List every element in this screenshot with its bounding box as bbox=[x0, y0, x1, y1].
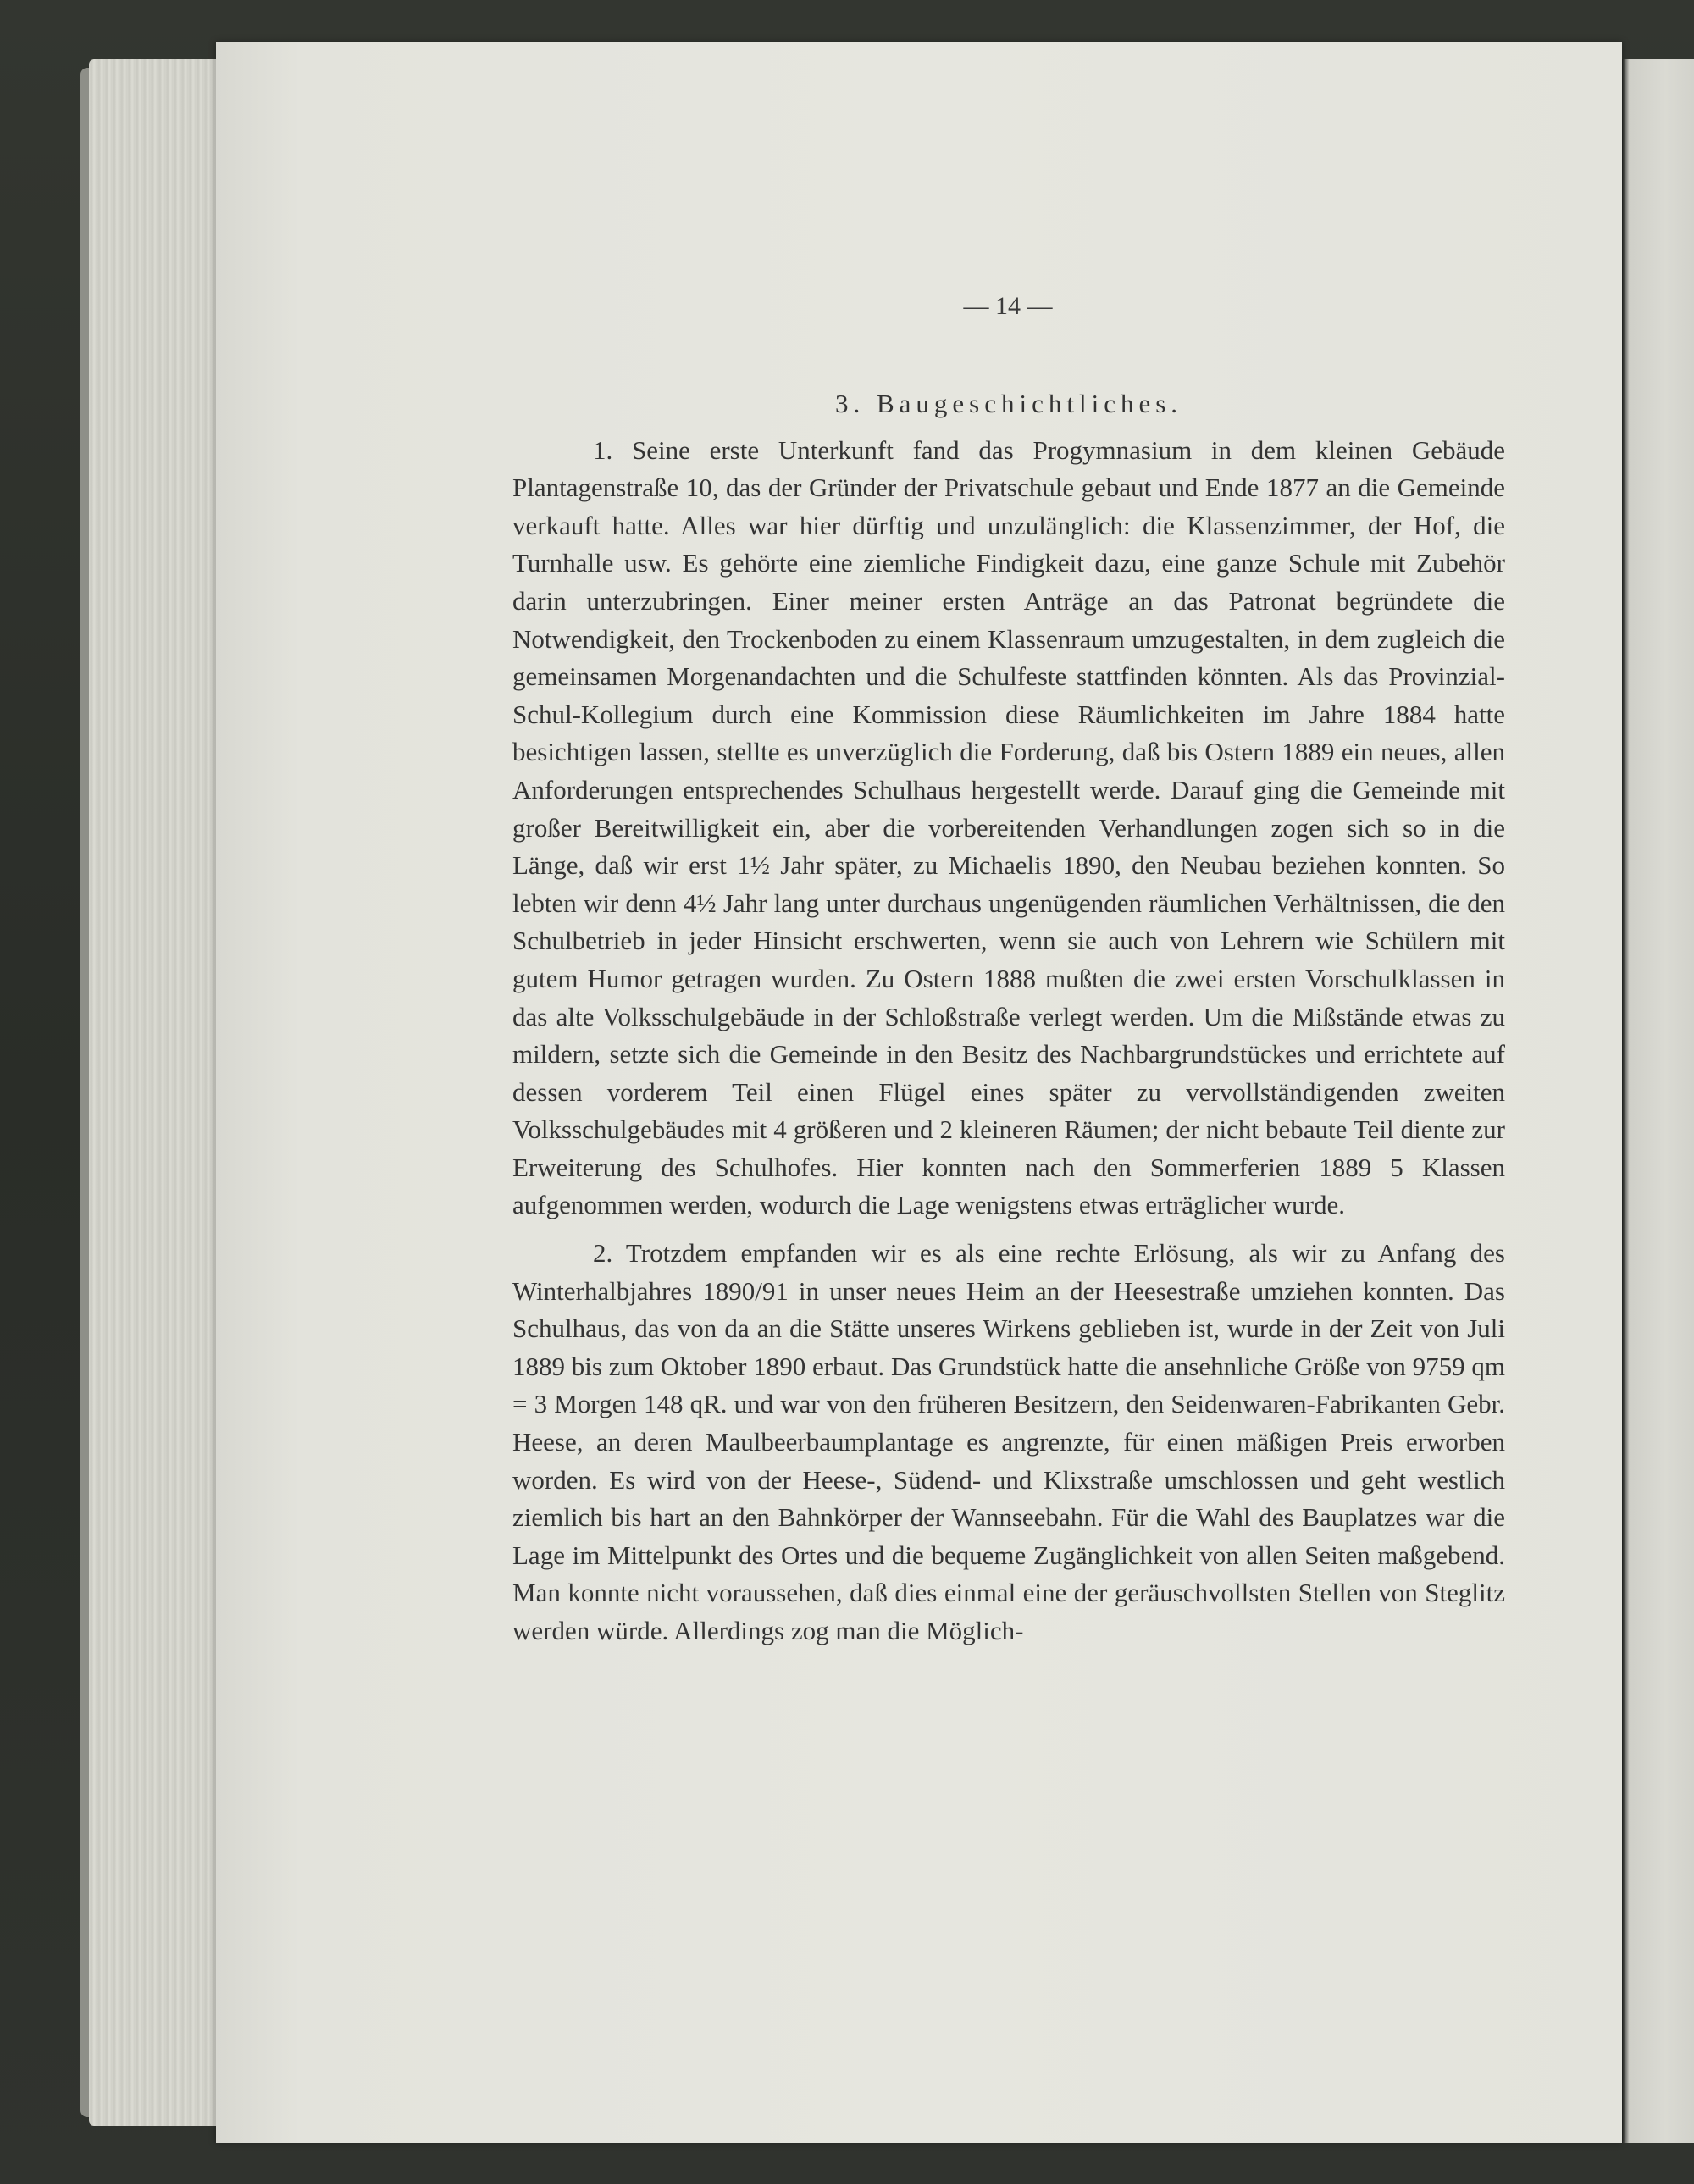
paragraph-1: 1. Seine erste Unterkunft fand das Progymnasium in dem kleinen Gebäude Plantagenstraße 10, das der Gründer der Privatschule gebaut und Ende 1877 an die Gemeinde verkauft hatte. Alles war hier dürftig und unzulänglich: die Klassenzimmer, der Hof, die Turnhalle usw. Es gehörte eine ziemliche Findigkeit dazu, eine ganze Schule mit Zubehör darin unterzubringen. Einer meiner ersten Anträge an das Patronat begründete die Notwendigkeit, den Trockenboden zu einem Klassenraum umzugestalten, in dem zugleich die gemeinsamen Morgenandachten und die Schulfeste stattfinden könnten. Als das Provinzial-Schul-Kollegium durch eine Kommission diese Räumlichkeiten im Jahre 1884 hatte besichtigen lassen, stellte es unverzüglich die Forderung, daß bis Ostern 1889 ein neues, allen Anforderungen entsprechendes Schulhaus hergestellt werde. Darauf ging die Gemeinde mit großer Bereitwilligkeit ein, aber die vorbereitenden Verhandlungen zogen sich so in die Länge, daß wir erst 1½ Jahr später, zu Michaelis 1890, den Neubau beziehen konnten. So lebten wir denn 4½ Jahr lang unter durchaus ungenügenden räumlichen Verhältnissen, die den Schulbetrieb in jeder Hinsicht erschwerten, wenn sie auch von Lehrern wie Schülern mit gutem Humor getragen wurden. Zu Ostern 1888 mußten die zwei ersten Vorschulklassen in das alte Volksschulgebäude in der Schloßstraße verlegt werden. Um die Mißstände etwas zu mildern, setzte sich die Gemeinde in den Besitz des Nachbargrundstückes und errichtete auf dessen vorderem Teil einen Flügel eines später zu vervollständigenden zweiten Volksschulgebäudes mit 4 größeren und 2 kleineren Räumen; der nicht bebaute Teil diente zur Erweiterung des Schulhofes. Hier konnten nach den Sommerferien 1889 5 Klassen aufgenommen werden, wodurch die Lage wenigstens etwas erträglicher wurde. bbox=[512, 434, 1505, 1220]
book-page-stack bbox=[89, 59, 233, 2126]
paragraph-2: 2. Trotzdem empfanden wir es als eine rechte Erlösung, als wir zu Anfang des Winterhalbjahres 1890/91 in unser neues Heim an der Heesestraße umziehen konnten. Das Schulhaus, das von da an die Stätte unseres Wirkens geblieben ist, wurde in der Zeit von Juli 1889 bis zum Oktober 1890 erbaut. Das Grundstück hatte die ansehnliche Größe von 9759 qm = 3 Morgen 148 qR. und war von den früheren Besitzern, den Seidenwaren-Fabrikanten Gebr. Heese, an deren Maulbeerbaumplantage es angrenzte, für einen mäßigen Preis erworben worden. Es wird von der Heese-, Südend- und Klixstraße umschlossen und geht westlich ziemlich bis hart an den Bahnkörper der Wannseebahn. Für die Wahl des Bauplatzes war die Lage im Mittelpunkt des Ortes und die bequeme Zugänglichkeit von allen Seiten maßgebend. Man konnte nicht voraussehen, daß dies einmal eine der geräuschvollsten Stellen von Steglitz werden würde. Allerdings zog man die Möglich- bbox=[512, 1238, 1505, 1645]
facing-page-edge bbox=[1622, 59, 1694, 2143]
page-number-header: — 14 — bbox=[963, 292, 1053, 320]
section-title: 3. Baugeschichtliches. bbox=[834, 389, 1183, 418]
text-block bbox=[512, 385, 1505, 1650]
